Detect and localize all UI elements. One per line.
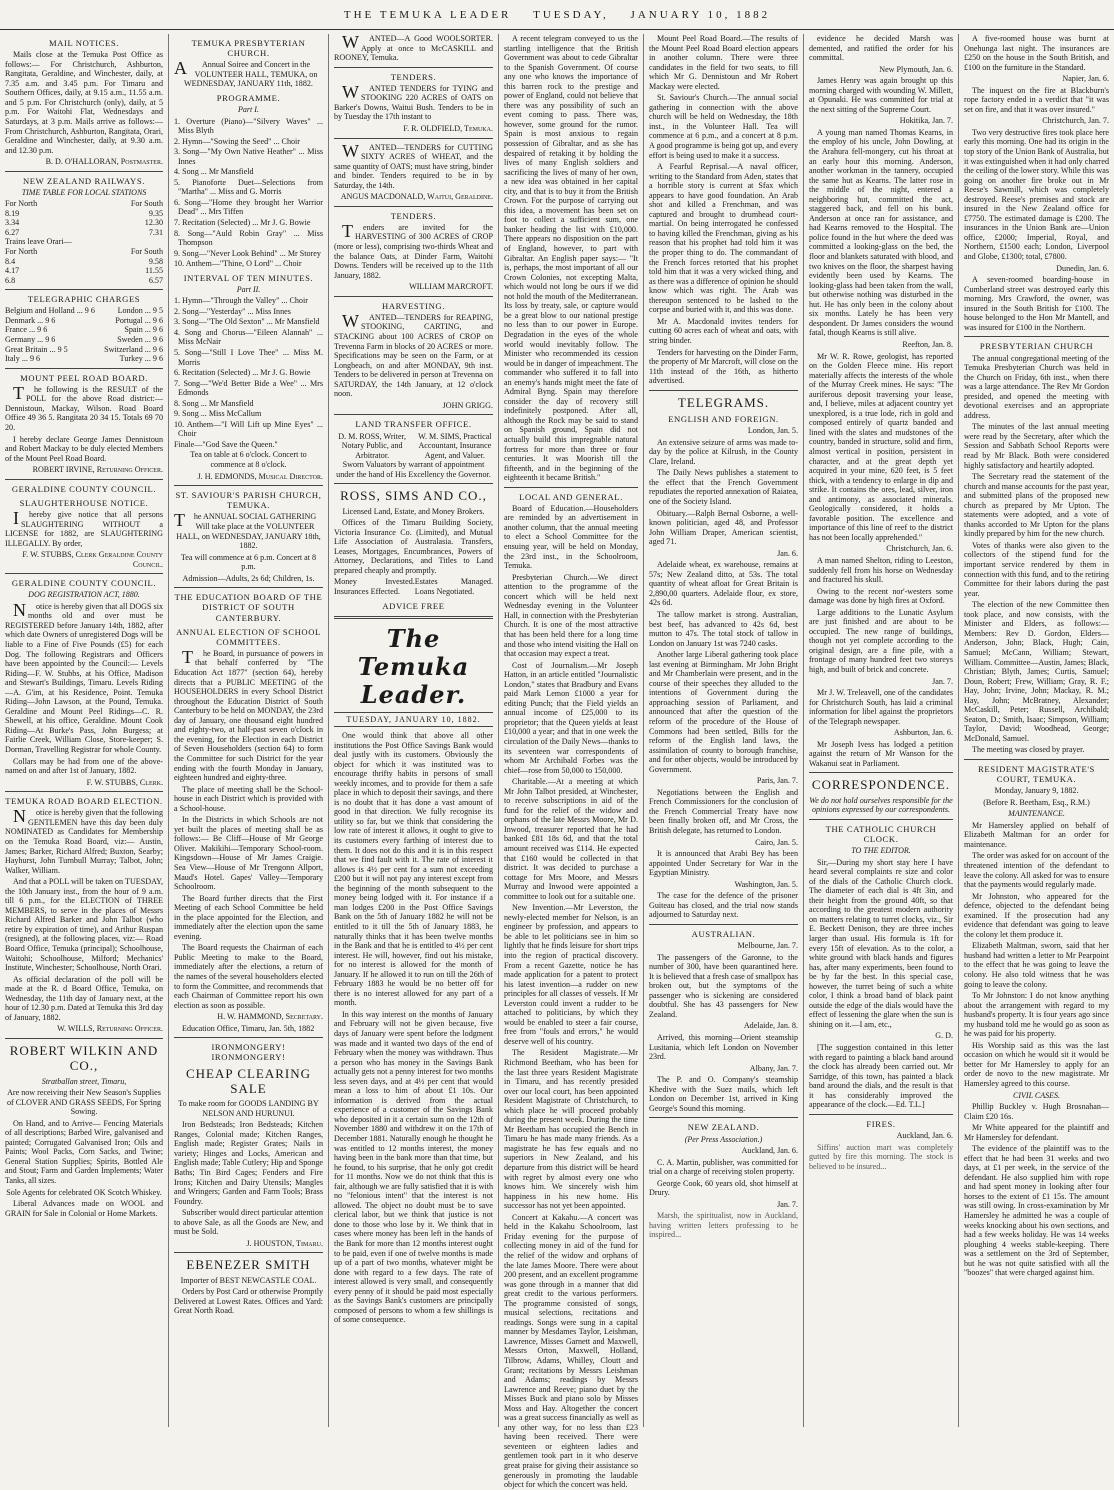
tenders-wheat: WANTED—TENDERS for CUTTING SIXTY ACRES of WHEAT, and the same quantity of OATS; must have string, binder and binder. Tenders required to be in by Saturday, the 14th.	[334, 140, 493, 190]
mount-peel-declaration: I hereby declare George James Dennistoun and Robert Mackay to be duly elected Members of the Mount Peel Road Board.	[5, 434, 163, 463]
rm-court-date: Monday, January 9, 1882.	[994, 786, 1079, 796]
education-board-body: The Board, in pursuance of powers in that behalf conferred by "The Education Act 1877" (section 64), hereby directs that a PUBLIC MEETING of the HOUSEHOLDERS in every School District throughout the Education District of South Canterbury to be held on MONDAY, the 23rd day of January, one thousand eight hundred and eighty-two, at half-past seven o'clock in the evening, for the Election in each District of Seven Householders (section 64) to form the Committee for such District for the year ending with the fourth Monday in January, eighteen hundred and eighty-three.	[174, 646, 323, 783]
wilkin-address: Stratballan street, Timaru,	[41, 1076, 127, 1086]
programme-item: 3. Song—"My Own Native Heather" ... Miss Innes	[174, 147, 323, 166]
divider	[334, 414, 493, 415]
road-board-election-heading: TEMUKA ROAD BOARD ELECTION.	[5, 796, 163, 807]
clearing-sale-list: Iron Bedsteads; Iron Bedsteads; Kitchen Ranges, Colonial made; Kitchen Ranges, English made; Register Grates; Nails in variety; Hinges and Locks, American and English made; Table Cutlery; Hip and Sponge Baths; Tin Bird Cages; Fenders and Fire Irons; Kitchen and Dairy Utensils; Mangles and Wringers; Garden and Farm Tools; Brass Foundry.	[174, 1120, 323, 1206]
timetable-row: For North For South	[5, 199, 163, 209]
telegraphic-charges-table	[5, 306, 163, 363]
dateline-place: Auckland, Jan. 6.	[741, 1145, 798, 1155]
dateline-place: Adelaide, Jan. 8.	[743, 1021, 798, 1031]
column-5	[643, 34, 803, 1427]
telegram-item: It is announced that Arabi Bey has been appointed Under Secretary for War in the Egyptian Ministry.	[649, 849, 798, 878]
local-item: The Resident Magistrate.—Mr Richmond Beetham, who has been for the last three years Resident Magistrate in Timaru, and has recently presided over our local court, has been appointed Resident Magistrate of Christchurch, to which place he will proceed probably during the present week. During the time Mr Beetham has occupied the Bench in Timaru he has made many friends. As a magistrate he has few equals and no superiors in New Zealand, and his departure from this district will be heard with regret by almost every one who knows him. We sincerely wish him happiness in his new home. His successor has not yet been appointed.	[504, 1048, 638, 1211]
local-item: Presbyterian Church.—We direct attention to the programme of the concert which will be held next Wednesday evening in the Volunteer Hall, in connection with the Presbyterian Church. It is one of the most attractive that has been held there for a long time and those who intend visiting the Hall on that occasion may expect a treat.	[504, 572, 638, 659]
dateline-place: Dunedin, Jan. 6.	[1056, 263, 1109, 273]
divider	[334, 138, 493, 139]
slaughterhouse-heading: SLAUGHTERHOUSE NOTICE.	[19, 497, 149, 508]
report-paragraph: Votes of thanks were also given to the collectors of the stipend fund for the important service rendered by them in connection with this fund, and to the retiring Committee for their labors during the past year.	[964, 540, 1109, 598]
programme-item: 9. Song ... Miss McCallum	[174, 409, 262, 419]
local-item: New Invention.—Mr Leverston, the newly-elected member for Nelson, is an engineer by profession, and appears to be able to let politicians see in him so lightly that he finds leisure for short trips into the region of practical discovery. From a recent Gazette, notice he has made application for a patent to protect his latest invention—a rudder on new principles for all classes of vessels. If Mr Leverston could invent a rudder to be attached to politicians, by which they would be enabled to steer a fair course, free from "fouls and errors," he would deserve well of his country.	[504, 903, 638, 1046]
tenders-oats-signature: F. R. OLDFIELD, Temuka.	[403, 123, 493, 133]
programme-item: 10. Anthem—"Thine, O Lord" ... Choir	[174, 259, 302, 269]
dog-registration-collars: Collars may be had from one of the above-named on and after 1st of January, 1882.	[5, 756, 163, 776]
new-zealand-subheading: (Per Press Association.)	[684, 1134, 763, 1144]
telegram-item: Large additions to the Lunatic Asylum are just finished and are about to be occupied. The new range of buildings, though not yet complete according to the original design, are a fine pile, with a frontage of many hundred feet two storeys high, and built of brick and concrete.	[809, 607, 953, 674]
charges-row: Belgium and Holland ... 9 6 London ... 9 5	[5, 306, 163, 316]
woolsorter-ad: WANTED—A Good WOOLSORTER. Apply at once to McCASKILL and ROONEY, Temuka.	[334, 32, 493, 63]
timetable-row: 8.4 9.58	[5, 256, 163, 266]
mail-notices-heading: MAIL NOTICES.	[48, 38, 120, 48]
divider	[5, 368, 163, 369]
divider	[334, 483, 493, 484]
mount-peel-result: The following is the RESULT of the POLL for the above Road district:— Dennistoun, Mackay, Wilson. Road Board Office 49 36 5. Rangitata 20 34 15. Totals 69 70 20.	[5, 382, 163, 432]
running-title: THE TEMUKA LEADER	[343, 9, 512, 21]
catholic-clock-letter: Sir,—During my short stay here I have heard several complaints re size and color of the dials of the Catholic Church clock. The diameter of each dial is 4ft 3in, and their height from the ground 40ft, so that according to the greatest modern authority on matters relating to turret clocks, viz., Sir E. Beckett Denison, they are three inches larger than usual. His formula is 1ft for every 15ft of elevation. As to the color, a white ground with black hands and figures has, after many experiments, been found to be by far the best. In this special case, however, the turret being of such a white color, I think a broad band of black paint outside the edge of the dials would have the effect of lessening the glare when the sun is shining on it.—I am, etc.,	[809, 857, 953, 1029]
mail-notices-signature: B. D. O'HALLORAN, Postmaster.	[45, 157, 163, 167]
civil-cases-heading: CIVIL CASES.	[1013, 1090, 1060, 1100]
education-board-office: Education Office, Timaru, Jan. 5th, 1882	[182, 1023, 315, 1033]
divider	[964, 336, 1109, 337]
dateline-place: Napier, Jan. 6.	[1062, 74, 1109, 84]
divider	[334, 206, 493, 207]
timetable-row: Trains leave Orari—	[5, 237, 72, 247]
telegram-item: C. A. Martin, publisher, was committed for trial on a charge of receiving stolen property.	[649, 1157, 798, 1177]
divider	[334, 67, 493, 68]
telegram-item: evidence he decided Marsh was demented, and ratified the order for his committal.	[809, 34, 953, 63]
programme-item: 7. Song—"We'd Better Bide a Wee" ... Mrs Edmonds	[174, 378, 323, 398]
ebenezer-smith-body: Orders by Post Card or otherwise Promptly Delivered at Lowest Rates. Offices and Yard: Great North Road.	[174, 1287, 323, 1316]
timetable-row: 8.19 9.35	[5, 208, 163, 218]
ross-sims-heading: ROSS, SIMS AND CO.,	[340, 488, 487, 504]
divider	[174, 587, 323, 588]
presbyterian-signature: J. H. EDMONDS, Musical Director.	[197, 471, 323, 481]
dateline-place: Melbourne, Jan. 7.	[737, 941, 798, 951]
telegram-item: Mr J. W. Treleavell, one of the candidates for Christchurch South, has laid a criminal information for libel against the proprietors of the Telegraph newspaper.	[809, 688, 953, 726]
ross-sims-body: Offices of the Timaru Building Society, Victoria Insurance Co. (Limited), and Mutual Life Association of Australasia. Transfers, Leases, Mortgages, Encumbrances, Powers of Attorney, Declarations, and Titles to Land prepared cheaply and promptly.	[334, 518, 493, 575]
telegrams-subheading: ENGLISH AND FOREIGN.	[668, 414, 779, 425]
divider	[5, 791, 163, 792]
column-7	[958, 34, 1114, 1427]
telegram-item: Two very destructive fires took place here early this morning. One had its origin in the top story of the Union Bank of Australia, but it was extinguished when it had only charred the ceiling of the lower story. While this was going on another fire broke out in Mr Reese's Sawmill, which was completely destroyed. Reese's premises and stock are insured in the New Zealand office for £7750. The estimated damage is £200. The insurances in the Union Bank are—Union office, £2000; Imperial, Royal, and Northern, £1500 each; London, Liverpool and Globe, £1300; total, £7800.	[964, 127, 1109, 262]
dateline-place: Jan. 6.	[777, 548, 798, 558]
st-saviours-admission: Admission—Adults, 2s 6d; Children, 1s.	[182, 573, 315, 583]
court-paragraph: Elizabeth Maltman, sworn, said that her husband had written a letter to Mr Pearpoint to the effect that he was going to leave the colony. He also told witness that he was going to leave the colony.	[964, 941, 1109, 989]
ebenezer-smith-heading: EBENEZER SMITH	[186, 1257, 311, 1273]
slaughterhouse-body: Ihereby give notice that all persons SLAUGHTERING WITHOUT a LICENSE for 1882, are SLAUGHTERING ILLEGALLY. By order,	[5, 507, 163, 548]
harvesting-body: WANTED—TENDERS for REAPING, STOOKING, CARTING, and STACKING about 100 ACRES of CROP on Trevenna Farm in blocks of 20 ACRES or more. Specifications may be seen on the Farm, or at Longbeach, on and after MONDAY, 9th inst. Tenders to be delivered in person at Trevenna on SATURDAY, the 14th January, at 12 o'clock noon.	[334, 310, 493, 399]
divider	[5, 289, 163, 290]
dog-registration-subheading: DOG REGISTRATION ACT, 1880.	[28, 590, 140, 600]
timetable-row: 4.17 11.55	[5, 266, 163, 276]
programme-part-2: Part II.	[236, 284, 261, 294]
catholic-clock-editor-note: [The suggestion contained in this letter with regard to painting a black band around the clock has already been carried out. Mr Sarridge, of this town, has painted a black band around the dials, and the result is that it has considerably improved the appearance of the clock.—Ed. T.L.]	[809, 1043, 953, 1110]
sims-credentials: W. M. SIMS, Practical Accountant, Insurance Agent, and Valuer.	[418, 431, 492, 460]
telegram-item: A young man named Thomas Kearns, in the employ of his uncle, John Dowling, at the Arahura fell-mongery, cut his throat at an early hour this morning. Anderson, another workman in the tannery, occupied the same hut as Kearns. The latter rose in the middle of the night, entered a neighboring hut, committed the act, staggered back, and fell on his bunk. Anderson at once ran for assistance, and had Kearns removed to the Hospital. The police found in the hut where the deed was committed a looking-glass on the bed, the floor and blankets saturated with blood, and two knives on the floor, the sharpest having evidently been used by Kearns. The looking-glass had been taken from the wall, but otherwise nothing was disturbed in the hut. He has only been in the colony about six months. Lately he has been very despondent. Dr James considers the wound fatal, though Kearns is still alive.	[809, 127, 953, 338]
timetable-row: For North For South	[5, 247, 163, 257]
telegram-item: George Cook, 60 years old, shot himself at Drury.	[649, 1178, 798, 1198]
report-paragraph: The annual congregational meeting of the Temuka Presbyterian Church was held in the Church on Friday, 6th inst., when there was a large attendance. The Rev Mr Gordon presided, and opened the meeting with devotional exercises and an appropriate address.	[964, 353, 1109, 420]
programme-item: 5. Pianoforte Duet—Selections from "Martha" ... Miss and G. Morris	[174, 177, 323, 197]
dateline-place: New Plymouth, Jan. 6.	[879, 64, 953, 74]
ross-sims-sub: Licensed Land, Estate, and Money Brokers.	[342, 506, 485, 516]
telegram-item: Another large Liberal gathering took place last evening at Birmingham. Mr John Bright and Mr Chamberlain were present, and in the course of their speeches they alluded to the intentions of Government during the approaching session of Parliament, and announced that after the question of the reform of the procedure of the House of Commons had been settled, Bills for the reform of the English land laws, the assimilation of county to borough franchise, and for other objects, would be introduced by Government.	[649, 650, 798, 774]
gcc-heading: GERALDINE COUNTY COUNCIL.	[11, 483, 157, 494]
railways-timetable	[5, 199, 163, 285]
local-item: St. Saviour's Church.—The annual social gathering in connection with the above church will be held on Wednesday, the 18th inst., in the Volunteer Hall. Tea will commence at 6 p.m., and a concert at 8 p.m. A good programme is being got up, and every effort is being used to make it a success.	[649, 93, 798, 160]
running-date: JANUARY 10, 1882	[630, 9, 771, 21]
programme-item: 9. Song—"Never Look Behind" ... Mr Storey	[174, 248, 321, 258]
dateline-place: Auckland, Jan. 6.	[896, 1130, 953, 1140]
divider	[174, 485, 323, 486]
local-item: Concert at Kakahu.—A concert was held in the Kakahu Schoolroom, last Friday evening for the purpose of collecting money in aid of the fund for the relief of the widow and orphans of the late James Moore. There were about 200 present, and an excellent programme was gone through in a manner that did great credit to the various performers. The programme consisted of songs, musical selections, recitations and readings. Songs were sung in a capital manner by Mesdames Taylor, Leishman, Lawrence, Misses Garnett and Maxwell, Messrs Orton, Maxwell, Holland, Tilbrow, Adams, Whilley, Cloutt and Grant; recitations by Messrs Leishman and Adams; readings by Messrs Lawrence and Reeve; piano duet by the Misses Buck and piano solo by Misses Moss and Hay. Altogether the concert was a great success financially as well as any other way, for no less than £23 having been received. There were seventeen or eighteen ladies and gentlemen took part in it who deserve great praise for giving their assistance so generously in promoting the laudable object for which the concert was held.	[504, 1212, 638, 1490]
court-paragraph: Mr Hamersley applied on behalf of Elizabeth Maltman for an order for maintenance.	[964, 820, 1109, 849]
wilkin-stock: On Hand, and to Arrive— Fencing Materials of all descriptions; Barbed Wire, galvanised and painted; Corrugated Galvanised Iron; Oils and Paints; Wool Packs, Corn Sacks, and Twine; General Station Supplies; Spirits, Bottled Ale and Stout; Farm and Garden Implements; Water Tanks, all sizes.	[5, 1118, 163, 1185]
programme-part-1: Part I.	[238, 105, 259, 115]
telegram-item: An extensive seizure of arms was made to-day by the police at Kilrush, in the County Clare, Ireland.	[649, 437, 798, 466]
land-transfer-partners	[334, 432, 493, 461]
divider	[5, 573, 163, 574]
local-item: Charitable.—At a meeting at which Mr John Talbot presided, at Winchester, to receive subscriptions in aid of the fund for the relief of the widow and orphans of the late Messrs Moore, Mr D. Inwood, treasurer reported that he had banked £81 18s 6d, and that the total amount received was £114. He expected that £160 would be collected in that district. It was decided to purchase a cottage for Mrs Moore, and Messrs Murray and Inwood were appointed a committee to look out for a suitable one.	[504, 777, 638, 901]
divider	[809, 772, 953, 773]
programme-item: 4. Song and Chorus—"Eileen Alannah" ... Miss McNair	[174, 327, 323, 347]
divider	[964, 759, 1109, 760]
divider	[809, 819, 953, 820]
tenders-heading-2: TENDERS.	[390, 210, 437, 221]
telegram-item: Mr Joseph Ivess has lodged a petition against the return of Mr Wanson for the Wakanui seat in Parliament.	[809, 739, 953, 768]
tenders-harvest: Tenders are invited for the HARVESTING of 300 ACRES of CROP (more or less), comprising two-thirds Wheat and the balance Oats, at Dinder Farm, Waitohi Downs. Tenders will be received up to the 11th January, 1882.	[334, 220, 493, 280]
programme-item: 6. Song—"Home they brought her Warrior Dead" ... Mrs Tiffen	[174, 197, 323, 217]
programme-heading: PROGRAMME.	[216, 92, 281, 103]
telegram-item: James Henry was again brought up this morning charged with wounding W. Millett, at Opunaki. He was committed for trial at the next sitting of the Supreme Court.	[809, 76, 953, 114]
education-board-subheading: ANNUAL ELECTION OF SCHOOL COMMITTEES.	[176, 626, 321, 647]
telegram-item: The passengers of the Garonne, to the number of 300, have been quarantined here. It is believed that a fresh case of smallpox has broken out, but the symptoms of the passenger who is sickening are considered doubtful. She has 43 passengers for New Zealand.	[649, 952, 799, 1019]
catholic-clock-heading: THE CATHOLIC CHURCH CLOCK.	[825, 823, 937, 845]
telegram-item: The P. and O. Company's steamship Khedive with the Suez mails, which left London on December 1st, arrived in King George's Sound this morning.	[649, 1075, 798, 1113]
running-head	[0, 0, 1114, 30]
clearing-sale-signature: J. HOUSTON, Timaru.	[246, 1238, 323, 1248]
telegram-item: Siffins' auction mart was completely gutted by fire this morning. The stock is believed to be insured...	[809, 1142, 953, 1171]
programme-item: 1. Hymn—"Through the Valley" ... Choir	[174, 296, 308, 306]
timetable-row: 6.27 7.31	[5, 227, 163, 237]
presbyterian-concert-intro: AAnnual Soiree and Concert in the VOLUNTEER HALL, TEMUKA, on WEDNESDAY, JANUARY 11th, 1882.	[174, 58, 318, 89]
leader-article-1: One would think that above all other institutions the Post Office Savings Bank would deal justly with its customers. Obviously the object for which it was instituted was to encourage thrifty habits in persons of small weekly incomes, and to provide for them a safe place in which to deposit their savings, and there is no doubt that it has done a vast amount of good in that direction. We fully recognise its utility so far, but we think that considering the low rate of interest it allows, it ought to give to its customers every farthing of interest due to them. It does not do this and it is in this respect that we find fault with it. The rate of interest it allows is 4½ per cent for a sum not exceeding £200 but it will not pay any interest except from the beginning of the month subsequent to the money being lodged with it. For instance if a man lodges £200 in the Post Office Savings Bank on the 5th of January 1882 he will not be entitled to it till the 5th of January 1883, he naturally thinks that it has been twelve months in the Bank and that he is entitled to 4½ per cent interest. He will, however, find out his mistake, for no interest is allowed for the month of January. If he allowed it to run on till the 26th of February 1883 he would be no better off for there is no interest allowed for any part of a month.	[334, 731, 493, 1008]
road-board-declaration: As official declaration of the poll will be made at the R. d Board Office, Temuka, on Wednesday, the 11th day of January next, at the hour of 12.30 p.m. Dated at Temuka this 3rd day of January, 1882.	[5, 974, 163, 1022]
education-board-place: The place of meeting shall be the School-house in each District which is provided with a School-house.	[174, 784, 323, 813]
running-day: TUESDAY,	[533, 9, 609, 21]
programme-list-2	[174, 296, 323, 449]
ross-credentials: D. M. ROSS, Writer, Notary Public, and Arbitrator.	[338, 431, 407, 460]
telegram-item: Obituary.—Ralph Bernal Osborne, a well-known politician, aged 48, and Professor John William Draper, American scientist, aged 71.	[649, 508, 798, 547]
telegram-item: The tallow market is strong. Australian, best beef, has advanced to 42s 6d, best mutton to 47s. The total stock of tallow in London on January 1st was 7240 casks.	[649, 610, 798, 648]
divider	[504, 487, 638, 488]
ebenezer-smith-sub: Importer of BEST NEWCASTLE COAL.	[180, 1275, 317, 1285]
court-paragraph: The order was asked for on account of the threatened intention of the defendant to leave the colony. All asked for was to ensure that the payments would regularly made.	[964, 851, 1109, 890]
divider	[334, 616, 493, 619]
road-board-signature: W. WILLS, Returning Officer.	[57, 1024, 163, 1034]
railways-subheading: TIME TABLE FOR LOCAL STATIONS	[21, 187, 147, 197]
telegram-item: Marsh, the spiritualist, now in Auckland, having written letters professing to be inspired...	[649, 1211, 798, 1240]
local-item: Tenders for harvesting on the Dinder Farm, the property of Mr Marcroft, will close on the 11th instead of the 16th, as hitherto advertised.	[649, 347, 798, 386]
column-3	[328, 34, 498, 1427]
dateline-place: Paris, Jan. 7.	[756, 776, 798, 786]
local-item: Cost of Journalism.—Mr Joseph Hatton, in an article entitled "Journalistic London," states that Bradbury and Evans paid Mark Lemon £1000 a year for editing Punch; that the Field yields an annual income of £25,000 to its proprietor; that the Queen yields at least £10,000 a year; and that in one week the circulation of the Daily News—thanks to its seventeen war correspondents of whom Mr Archibald Forbes was the chief—rose from 50,000 to 150,000.	[504, 660, 638, 775]
mail-notices-body: Mails close at the Temuka Post Office as follows:— For Christchurch, Ashburton, Rangitata, Geraldine, and Winchester, daily, at 7.35 a.m. and 3.45 p.m. For Timaru and Southern Offices, daily, at 9.15 a.m., 11.55 a.m. and 5 p.m. For Christchurch (only), daily, at 5 p.m. For Waitohi Flat, Wednesdays and Saturdays, at 3 p.m. Mails arrive as follows:— From Christchurch, Ashburton, Rangitata, Orari, Geraldine and Winchester, daily, at 9.30 a.m. and 12.30 p.m.	[5, 50, 163, 155]
education-board-heading: THE EDUCATION BOARD OF THE DISTRICT OF SOUTH CANTERBURY.	[174, 592, 323, 623]
road-board-nominations: Notice is hereby given that the following GENTLEMEN have this day been duly NOMINATED as Candidates for Membership on the Temuka Road Board, viz:— Austin, James; Barker, Richard Alfred; Buxton, Searby; Hayhurst, John Turnbull Murray; Talbot, John; Walker, William.	[5, 806, 163, 875]
catholic-clock-to-editor: TO THE EDITOR.	[851, 846, 911, 856]
charges-row: Germany ... 9 6 Sweden ... 9 6	[5, 334, 163, 344]
programme-item: 6. Recitation (Selected) ... Mr J. G. Bowie	[174, 368, 311, 378]
leader-article-2: In this way interest on the months of January and February will not be given because, five days of January were spent before the lodgment was made and it wanted two days of the end of February when the money was withdrawn. Thus a person who has money in the Savings Bank actually gets not a penny interest for two months less seven days, and at 4½ per cent that would mean a loss to him of about £1 10s. Our information is derived from the actual experience of a customer of the Savings Bank who deposited in it a certain sum on the 12th of November 1880 and withdrew it on the 17th of December 1881. Naturally enough he thought he was entitled to 12 months interest, the money having been in the bank more than that time, but he found, to his surprise, that he only got credit for 11 months. Now we do not think that this is fair, although we are fully satisfied that it is with no "felonious intent" that the interest is not allowed. The object no doubt must be to save clerical labor, but we think that justice is not done to those who lose by it. We think that in cases where money has been left in the hands of the Bank for more than 12 months interest ought to be paid, even if one of twelve months is made up of a part of two months, whatever might be done with regard to a few days. The rate of interest allowed is very small, and consequently every penny of it should be paid most especially as the Savings Bank's customers are principally composed of persons to whom a few shillings is of some consequence.	[334, 1009, 493, 1325]
rm-court-heading: RESIDENT MAGISTRATE'S COURT, TEMUKA.	[978, 763, 1095, 785]
tenders-wheat-signature: ANGUS MACDONALD, Waitui, Geraldine.	[340, 192, 493, 202]
divider	[5, 1038, 163, 1039]
local-item: Mr A. Macdonald invites tenders for cutting 60 acres each of wheat and oats, with string binder.	[649, 316, 798, 345]
tenders-oats: WANTED TENDERS for TYING and STOOKING 220 ACRES of OATS on Barker's Downs, Waitui Bush. Tenders to be in by Tuesday the 17th instant to	[334, 81, 493, 122]
telegram-item: A five-roomed house was burnt at Onehunga last night. The insurances are £250 on the house in the South British, and £100 on the furniture in the Standard.	[964, 34, 1109, 72]
local-item: Mount Peel Road Board.—The results of the Mount Peel Road Board election appears in another column. There were three candidates in the field for two seats, to fill which Mr G. Dennistoun and Mr Robert Mackay were elected.	[649, 34, 798, 91]
clearing-sale-title: CHEAP CLEARING SALE	[185, 1065, 312, 1096]
road-board-poll: And that a POLL will be taken on TUESDAY, the 10th January inst., from the hour of 9 a.m. till 6 p.m., for the ELECTION of THREE MEMBERS, to serve in the places of Messrs Richard Alfred Barker and John Talbot (who retire by expiration of time), and Arthur Ruspan (resigned), at the following places, viz:— Road Board Office, Temuka (principal); Schoolhouse, Waitohi; Schoolhouse, Milford; Mechanics' Institute, Winchester; Schoolhouse, North Orari.	[5, 877, 163, 973]
programme-item: Finale—"God Save the Queen."	[174, 439, 278, 449]
court-paragraph: To Mr Johnston: I do not know anything about the arrangement with regard to my husband's property. It is four years ago since my husband told me he would go as soon as he was paid for his property.	[964, 991, 1109, 1039]
new-zealand-heading: NEW ZEALAND.	[687, 1122, 760, 1133]
court-paragraph: The evidence of the plaintiff was to the effect that he had been 31 weeks and two days, at £1 per week, in the service of the defendant. He also supplied him with rope and had spent money in looking after four horses to the extent of £1 15s. The amount was still owing. In cross-examination by Mr Hamersley he admitted he was a couple of weeks knocking about his own sections, and had a few weeks holiday. He was 14 weeks ploughing 4 weeks stable-keeping. There was a settlement on the 3rd of September, but he was not quite satisfied with all the "boozes" that were charged against him.	[964, 1144, 1109, 1278]
presbyterian-report-heading: PRESBYTERIAN CHURCH	[979, 341, 1094, 352]
education-board-returns: The Board requests the Chairman of each Public Meeting to make to the Board, immediately after the elections, a return of the names of the several householders elected to form the Committee, and recommends that each Chairman of Committee report his own election as soon as possible.	[174, 943, 323, 1010]
court-paragraph: Mr Johnston, who appeared for the defence, objected to the defendant being examined. If the prosecution had any evidence that defendant was going to leave the colony let them produce it.	[964, 891, 1109, 939]
divider	[809, 1114, 953, 1115]
column-2	[168, 34, 328, 1427]
timetable-row: 6.8 6.57	[5, 275, 163, 285]
court-paragraph: Mr White appeared for the plaintiff and Mr Hamersley for defendant.	[964, 1123, 1109, 1142]
report-paragraph: The election of the new Committee then took place, and now consists, with the Minister and Elders, as follows:— Members: Rev D. Gordon, Elders—Anderson, John; Black, Hugh; Cain, Samuel; McCann, William; Stewart, William. Committee—Austin, James; Black, Christian; Blyth, James; Curtis, Samuel; Doun, Robert; Frew, William; Gray, R. F.; Hay, John; Irvine, John; Mackay, R. M.; Hay, John; McBratney, Alexander; McCaskill, Peter; Russell, Archibald; Seaton, D.; Smith, Isaac; Simpson, William; Taylor, David; Woodhead, George; McDonald, Samuel.	[964, 600, 1109, 743]
programme-item: 3. Song—"The Old Sexton" ... Mr Mansfield	[174, 317, 320, 327]
column-4	[498, 34, 643, 1490]
rm-court-before: (Before R. Beetham, Esq., R.M.)	[983, 797, 1090, 807]
telegram-item: Adelaide wheat, ex warehouse, remains at 57s; New Zealand ditto, at 53s. The total quantity of wheat afloat for Great Britain is 2,890,00 quarters. Adelaide flour, ex store, 42s 6d.	[649, 560, 798, 608]
programme-item: 8. Song ... Mr Mansfield	[174, 398, 254, 408]
mount-peel-heading: MOUNT PEEL ROAD BOARD.	[20, 372, 148, 383]
ross-sims-services: Money Invested. Insurances Effected. Estates Managed. Loans Negotiated.	[334, 577, 493, 596]
telegram-item: Owing to the recent nor'-westers some damage was done by high fires at Oxford.	[809, 586, 953, 606]
local-item: A Fearful Reprisal.—A naval officer, writing to the Standard from Aden, states that a horrible story is current at Sfax which appears to have good foundation. An Arab shot and killed a Frenchman, and was captured and brought to drumhead court-martial. On being interrogated he confessed to having killed the Frenchman, giving as his reason that his prophet had told him it was the proper thing to do. The commandant of the French forces retorted that his prophet told him that it was a very wicked thing, and as there was a difference of opinion he should know which was right. The Arab was thereupon sentenced to be lashed to the corpse and buried with it, and this was done.	[649, 162, 798, 315]
report-paragraph: The Secretary read the statement of the church and manse accounts for the past year, and submitted plans of the proposed new church as prepared by Mr Upton. The statements were adopted, and a vote of thanks accorded to Mr Upton for the plans kindly prepared by him for the new church.	[964, 472, 1109, 539]
st-saviours-heading: ST. SAVIOUR'S PARISH CHURCH, TEMUKA.	[175, 490, 322, 511]
programme-item: 5. Song—"Still I Love Thee" ... Miss M. Morris	[174, 348, 323, 367]
divider	[649, 390, 798, 391]
charges-row: Denmark ... 9 6 Portugal ... 9 6	[5, 315, 163, 325]
presbyterian-tea: Tea on table at 6 o'clock. Concert to commence at 8 o'clock.	[190, 450, 307, 470]
catholic-clock-signature: G. D.	[935, 1031, 953, 1041]
telegram-item: Arrived, this morning—Orient steamship Lusitania, which left London on November 23rd.	[649, 1033, 798, 1062]
slaughterhouse-signature: F. W. STUBBS, Clerk Geraldine County Council.	[22, 550, 163, 569]
programme-item: 8. Song—"Auld Robin Gray" ... Miss Thompson	[174, 228, 323, 248]
dateline-place: Washington, Jan. 5.	[734, 879, 798, 889]
st-saviours-social: The ANNUAL SOCIAL GATHERING Will take place at the VOLUNTEER HALL, on WEDNESDAY, JANUARY 18th, 1882.	[174, 510, 321, 551]
st-saviours-times: Tea will commence at 6 p.m. Concert at 8 p.m.	[180, 552, 317, 572]
divider	[334, 296, 493, 297]
wilkin-advances: Liberal Advances made on WOOL and GRAIN for Sale in Colonial or Home Markets.	[5, 1199, 163, 1218]
telegram-item: The Daily News publishes a statement to the effect that the French Government repudiates the reported annexation of Raiatea, one of the Society Island.	[649, 468, 798, 506]
rm-court-maintenance: MAINTENANCE.	[1008, 809, 1065, 819]
tenders-heading: TENDERS.	[390, 71, 437, 82]
newspaper-dateline: TUESDAY, JANUARY 10, 1882.	[334, 712, 493, 727]
dateline-place: Reefton, Jan. 8.	[902, 339, 953, 349]
newspaper-nameplate: The Temuka Leader.	[357, 623, 470, 710]
dog-registration-body: Notice is hereby given that all DOGS six months old and over must be REGISTERED before January 14th, 1882, after which date Owners of unregistered Dogs will be liable to a Fine of Five Pounds (£5) for each Dog. The following Registrars and Officers have been appointed by the Council:— Levels Riding—F. W. Stubbs, at his Office, Madison and Stewart's Buildings, Timaru. Levels Riding—A. G'im, at his Residence, Point. Temuka Riding—John Lawson, at the Pound, Temuka. Geraldine and Mount Peel Ridings—C. R. Shewell, at his office, Geraldine. Mount Cook Riding—At Burke's Pass, John Burgess; at Fairlie Creek, William Close, Store-keeper; S. Dorman, Travelling Registrar for whole County.	[5, 599, 164, 755]
court-paragraph: His Worship said as this was the last occasion on which he would sit it would be better for Mr Hamersley to apply for an order de novo to the new magistrate. Mr Hamersley agreed to this course.	[964, 1040, 1109, 1088]
education-board-districts: In the Districts in which Schools are not yet built the places of meeting shall be as follows:— Be Cliff—House of Mr George Oliver. Makikihi—Temporary School-room. Kingsdown—House of Mr James Craigie. Sea View—House of Mr Trengonn Allport, Maud's Hotel. Gapes' Valley—Temporary Schoolroom.	[174, 815, 323, 892]
telegram-item: The inquest on the fire at Blackburn's rope factory ended in a verdict that "it was set on fire, and that it was over insured."	[964, 85, 1109, 114]
divider	[174, 1037, 323, 1038]
charges-row: Great Britain ... 9 5 Switzerland ... 9 6	[5, 344, 163, 354]
dateline-place: Hokitika, Jan. 7.	[899, 116, 953, 126]
divider	[5, 171, 163, 172]
gibraltar-article: A recent telegram conveyed to us the startling intelligence that the British Government was about to cede Gibraltar to the Spanish Government. Of course any one who knows the importance of this barren rock to the prestige and power of England, could not believe that there was any possibility of such an event coming to pass. There was, however, some ground for the rumor. Spain is most anxious to regain possession of Gibraltar, and as she has despaired of retaking it by holding the lives of many English soldiers and sacrificing the lives of many of her own, a new idea was obtained in her capital city, and that is to buy it from the British Crown. For the purpose of carrying out this idea, a movement has been set on foot to collect a sufficient sum, one banker heading the list with £10,000. There appears no disposition on the part of England, however, to part with Gibraltar. An English paper says:— "It is, perhaps, the most important of all our Crown Colonies, not excepting Malta, which would not long be ours if we did not hold the mouth of the Mediterranean. Its loss by treaty, sale, or capture would be a great blow to our national prestige no less than to our power in Europe. Degradation in the eyes of the whole world would inevitably follow. The Minister who recommended its cession would be in danger of impeachment. The commander who suffered it to fall into an enemy's hands might meet the fate of Admiral Byng. Spain may therefore consider the day of recovery still indefinitely postponed. After all, although the Rock may be said to stand on Spanish ground, Spain did not actually build this impregnable natural fortress for more than three or four centuries. It was Moorish till the fifteenth, and in the beginning of the eighteenth it became British."	[504, 34, 638, 483]
education-board-first-meeting: The Board further directs that the First Meeting of each School Committee be held in the place appointed for the Election, and immediately after the election upon the same evening.	[174, 893, 323, 941]
land-transfer-valuators: Sworn Valuators by warrant of appointment under the hand of His Excellency the Governor.	[336, 460, 491, 479]
wilkin-heading: ROBERT WILKIN AND CO.,	[9, 1042, 159, 1074]
dog-registration-signature: F. W. STUBBS, Clerk.	[86, 777, 163, 787]
timetable-row: 3.34 12.30	[5, 218, 163, 228]
harvesting-heading: HARVESTING.	[382, 300, 445, 311]
dog-registration-heading: GERALDINE COUNTY COUNCIL.	[11, 578, 157, 589]
dateline-place: Albany, Jan. 7.	[749, 1063, 798, 1073]
court-paragraph: Phillip Buckley v. Hugh Brosnahan—Claim £20 16s.	[964, 1101, 1109, 1121]
land-transfer-heading: LAND TRANSFER OFFICE.	[355, 419, 472, 430]
divider	[649, 924, 798, 925]
education-board-signature: H. W. HAMMOND, Secretary.	[217, 1012, 323, 1022]
divider	[649, 1117, 798, 1118]
correspondence-heading: CORRESPONDENCE.	[811, 777, 951, 793]
clearing-sale-reason: To make room for GOODS LANDING BY NELSON AND HURUNUI.	[178, 1099, 319, 1118]
charges-row: Italy ... 9 6 Turkey ... 9 6	[5, 354, 163, 364]
column-1	[0, 34, 168, 1427]
dateline-place: Christchurch, Jan. 7.	[1042, 116, 1109, 126]
australian-heading: AUSTRALIAN.	[691, 928, 756, 939]
railways-heading: NEW ZEALAND RAILWAYS.	[22, 175, 145, 186]
dateline-place: Ashburton, Jan. 6.	[893, 728, 953, 738]
telegram-item: A seven-roomed boarding-house in Cumberland street was destroyed early this morning. Mrs Crawford, the owner, was insured in the South British for £100. The house belonged to the Hon Mr Mantell, and was insured for £100 in the Northern.	[964, 275, 1109, 332]
harvesting-signature: JOHN GRIGG.	[442, 400, 493, 410]
divider	[174, 1252, 323, 1253]
mount-peel-signature: ROBERT IRVINE, Returning Officer.	[32, 465, 163, 475]
column-6	[803, 34, 958, 1427]
local-general-heading: LOCAL AND GENERAL.	[519, 491, 623, 502]
tenders-harvest-signature: WILLIAM MARCROFT.	[409, 282, 493, 292]
dateline-place: Jan. 7.	[777, 1199, 798, 1209]
presbyterian-concert-heading: TEMUKA PRESBYTERIAN CHURCH.	[191, 38, 306, 59]
programme-interval: INTERVAL OF TEN MINUTES.	[183, 272, 314, 283]
programme-item: 1. Overture (Piano)—"Silvery Waves" ... Miss Blyth	[174, 116, 323, 136]
telegrams-heading: TELEGRAMS.	[677, 394, 770, 410]
programme-item: 10. Anthem—"I Will Lift up Mine Eyes" ... Choir	[174, 419, 323, 439]
fires-heading: FIRES.	[866, 1118, 896, 1129]
programme-item: 2. Song—"Yesterday" ... Miss Innes	[174, 306, 291, 316]
dateline-place: Jan. 7.	[932, 676, 953, 686]
telegram-item: Negotiations between the English and French Commissioners for the conclusion of the French Commercial Treaty have now been finally broken off, and Mr Cross, the British delegate, has returned to London.	[649, 787, 798, 836]
programme-list-1	[174, 117, 323, 269]
advice-free: ADVICE FREE	[382, 600, 445, 611]
dateline-place: Cairo, Jan. 5.	[755, 837, 798, 847]
wilkin-whiskey: Sole Agents for celebrated OK Scotch Whiskey.	[6, 1187, 162, 1197]
telegraphic-charges-heading: TELEGRAPHIC CHARGES	[27, 294, 141, 305]
telegram-item: The case for the defence of the prisoner Guiteau has closed, and the trial now stands adjourned to Saturday next.	[649, 891, 798, 920]
wilkin-seeds: Are now receiving their New Season's Supplies of CLOVER AND GRASS SEEDS, For Spring Sowing.	[6, 1088, 162, 1117]
dateline-place: Christchurch, Jan. 6.	[886, 544, 953, 554]
programme-item: 2. Hymn—"Sowing the Seed" ... Choir	[174, 136, 300, 146]
programme-item: 7. Recitation (Selected) ... Mr J. G. Bowie	[174, 217, 311, 227]
programme-item: 4. Song ... Mr Mansfield	[174, 167, 254, 177]
report-paragraph: The minutes of the last annual meeting were read by the Secretary, after which the Session and Sabbath School Reports were read by Mr Black. Both were considered highly satisfactory and heartily adopted.	[964, 422, 1109, 470]
telegram-item: Mr W. R. Rowe, geologist, has reported on the Golden Fleece mine. His report materially affects the interests of the whole of the Murray Creek mines. He says: "The auriferous deposit traversing your lease, and, I believe, miles at adjacent country yet unexplored, is a true lode, rich in gold and composed entirely of quartz banded and lined with the slates and mudstones of the country, banded in structure, solid and firm, almost vertical in position, persistent in character, and at the great depth yet acquired in your mine, 620 feet, is 5 feet thick, with a tendency to enlarge in dip and strike. It contains the ores, lead, silver, iron and antimony, as associated minerals. Geologically considered, it holds a favorable position. The excellence and importance of this line of reef to the district has not been locally apprehended."	[809, 351, 953, 542]
ironmongery-heading: IRONMONGERY! IRONMONGERY!	[211, 1042, 286, 1063]
clearing-sale-note: Subscriber would direct particular attention to above Sale, as all the Goods are New, and must be Sold.	[174, 1208, 323, 1237]
charges-row: France ... 9 6 Spain ... 9 6	[5, 325, 163, 335]
telegram-item: A man named Shelton, riding to Leeston, suddenly fell from his horse on Wednesday and fractured his skull.	[809, 555, 953, 585]
report-paragraph: The meeting was closed by prayer.	[972, 745, 1085, 755]
local-item: Board of Education.—Householders are reminded by an advertisement in another column, that the annual meeting to elect a School Committee for the ensuing year, will be held on Monday, the 23rd inst., in the Schoolroom, Temuka.	[504, 503, 638, 571]
divider	[5, 479, 163, 480]
correspondence-disclaimer: We do not hold ourselves responsible for the opinions expressed by our correspondents.	[809, 795, 953, 815]
dateline-place: London, Jan. 5.	[747, 426, 798, 436]
